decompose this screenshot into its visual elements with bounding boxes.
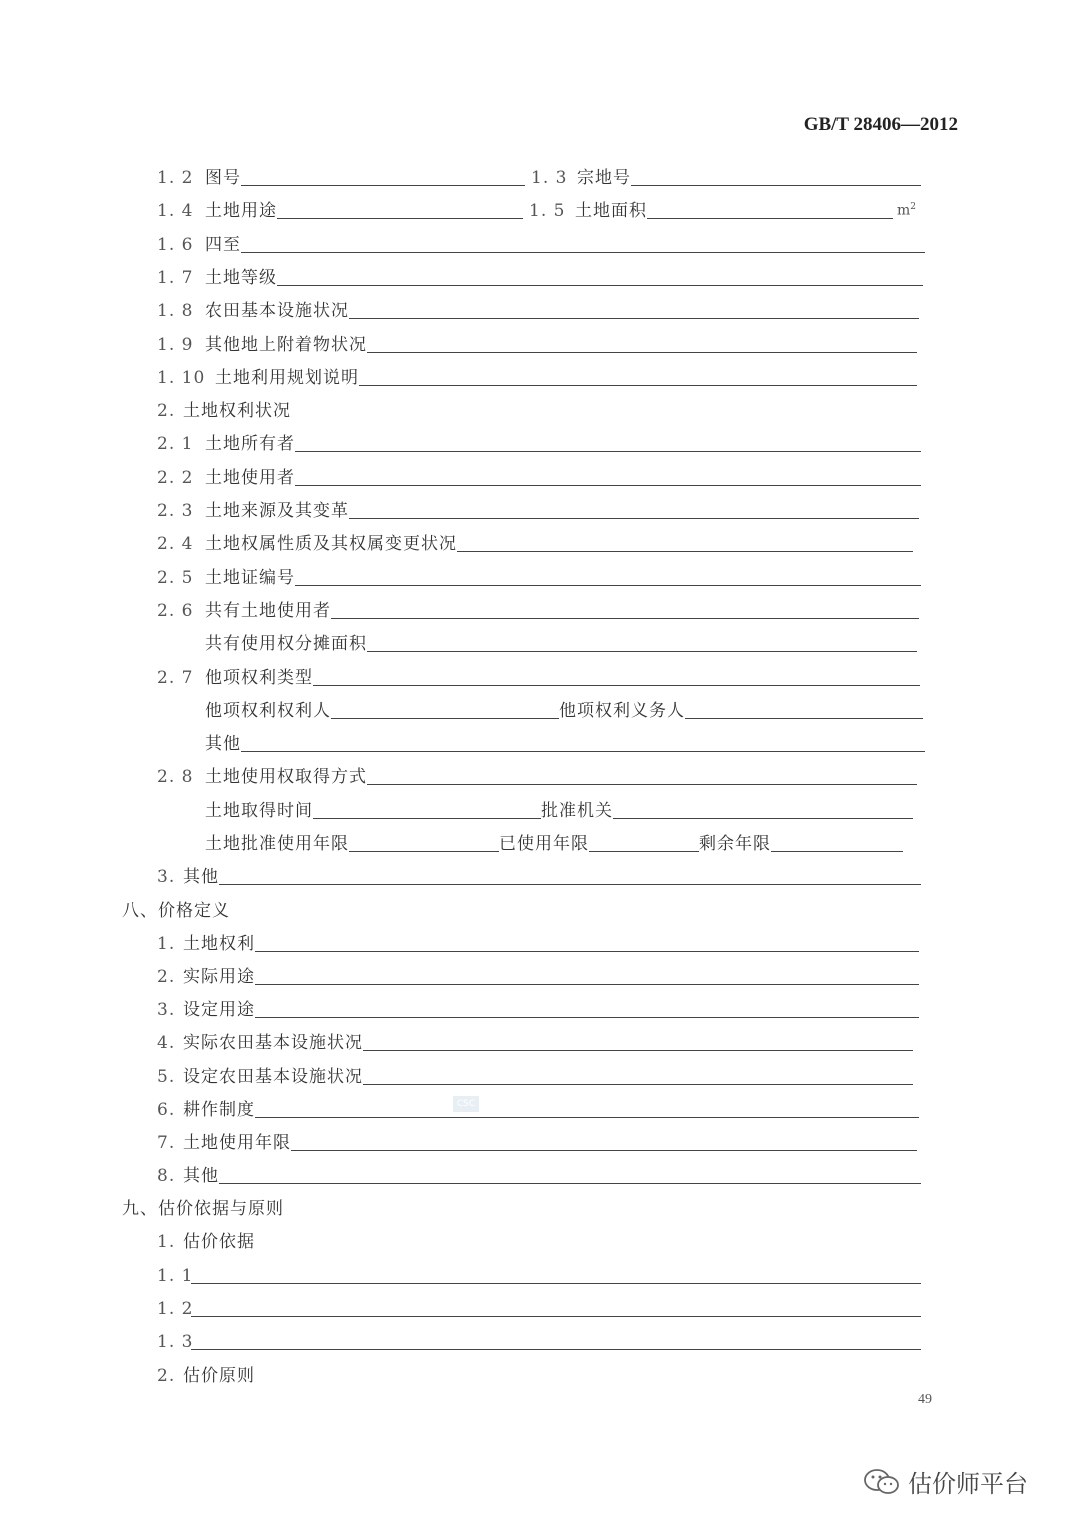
field-label: 其他 bbox=[205, 734, 241, 754]
item-number: 1. 8 bbox=[157, 301, 194, 321]
blank-line[interactable] bbox=[255, 964, 919, 985]
item-number: 1. bbox=[157, 934, 176, 954]
item-number: 2. bbox=[157, 401, 176, 421]
field-row-2-6b bbox=[205, 624, 917, 654]
item-number: 1. 4 bbox=[157, 201, 194, 221]
brand-name: 估价师平台 bbox=[908, 1470, 1028, 1498]
item-number: 1. 1 bbox=[157, 1266, 194, 1286]
field-label: 四至 bbox=[205, 235, 241, 255]
field-label: 土地利用规划说明 bbox=[215, 368, 359, 388]
blank-line[interactable] bbox=[589, 831, 699, 852]
section-9-heading bbox=[122, 1189, 284, 1219]
field-row-1-8 bbox=[157, 291, 919, 321]
item-number: 4. bbox=[157, 1033, 176, 1053]
field-label: 设定用途 bbox=[183, 1000, 255, 1020]
field-label: 实际用途 bbox=[183, 967, 255, 987]
field-row-s9-1-1 bbox=[157, 1256, 921, 1286]
item-number: 2. bbox=[157, 1366, 176, 1386]
item-number: 3. bbox=[157, 867, 176, 887]
blank-line[interactable] bbox=[313, 665, 920, 686]
blank-line[interactable] bbox=[191, 1263, 921, 1284]
blank-line[interactable] bbox=[295, 465, 921, 486]
field-label: 实际农田基本设施状况 bbox=[183, 1033, 363, 1053]
field-row-2-3 bbox=[157, 491, 919, 521]
item-number: 1. 6 bbox=[157, 235, 194, 255]
field-label: 土地取得时间 bbox=[205, 801, 313, 821]
watermark-mark: CSC bbox=[453, 1096, 479, 1112]
field-row-1-4 bbox=[157, 191, 916, 221]
field-label: 土地来源及其变革 bbox=[205, 501, 349, 521]
item-number: 1. 3 bbox=[157, 1332, 194, 1352]
field-label: 土地所有者 bbox=[205, 434, 295, 454]
field-row-s9-1-3 bbox=[157, 1322, 921, 1352]
item-number: 2. 4 bbox=[157, 534, 194, 554]
field-row-2-8c bbox=[205, 824, 903, 854]
field-row-1-7 bbox=[157, 258, 923, 288]
field-label: 他项权利类型 bbox=[205, 668, 313, 688]
field-row-s8-2 bbox=[157, 957, 919, 987]
item-number: 5. bbox=[157, 1067, 176, 1087]
blank-line[interactable] bbox=[457, 531, 913, 552]
field-label: 土地权属性质及其权属变更状况 bbox=[205, 534, 457, 554]
section-title: 九、估价依据与原则 bbox=[122, 1199, 284, 1219]
blank-line[interactable] bbox=[219, 864, 921, 885]
field-row-s8-1 bbox=[157, 924, 919, 954]
field-row-s9-1-2 bbox=[157, 1289, 921, 1319]
field-label: 图号 bbox=[205, 168, 241, 188]
item-number: 1. 2 bbox=[157, 1299, 194, 1319]
field-row-2-7 bbox=[157, 658, 920, 688]
field-row-1-6 bbox=[157, 225, 925, 255]
wechat-icon bbox=[862, 1467, 902, 1497]
item-number: 1. 5 bbox=[529, 201, 566, 221]
blank-line[interactable] bbox=[331, 598, 919, 619]
field-row-3 bbox=[157, 857, 921, 887]
item-number: 1. 3 bbox=[531, 168, 568, 188]
item-number: 2. 2 bbox=[157, 468, 194, 488]
item-number: 1. bbox=[157, 1232, 176, 1252]
blank-line[interactable] bbox=[277, 198, 523, 219]
blank-line[interactable] bbox=[367, 332, 917, 353]
blank-line[interactable] bbox=[219, 1163, 921, 1184]
field-row-2-1 bbox=[157, 424, 921, 454]
field-label: 已使用年限 bbox=[499, 834, 589, 854]
field-label: 宗地号 bbox=[577, 168, 631, 188]
blank-line[interactable] bbox=[241, 165, 525, 186]
field-row-2-6 bbox=[157, 591, 919, 621]
item-number: 7. bbox=[157, 1133, 176, 1153]
blank-line[interactable] bbox=[241, 731, 925, 752]
blank-line[interactable] bbox=[349, 498, 919, 519]
item-number: 2. 5 bbox=[157, 568, 194, 588]
blank-line[interactable] bbox=[631, 165, 921, 186]
field-label: 剩余年限 bbox=[699, 834, 771, 854]
field-row-s8-5 bbox=[157, 1057, 913, 1087]
field-row-2-8 bbox=[157, 757, 917, 787]
area-unit: $m^2$ bbox=[897, 202, 917, 219]
blank-line[interactable] bbox=[191, 1296, 921, 1317]
field-label: 土地等级 bbox=[205, 268, 277, 288]
item-number: 1. 9 bbox=[157, 335, 194, 355]
field-label: 共有土地使用者 bbox=[205, 601, 331, 621]
field-row-2-8b bbox=[205, 791, 913, 821]
blank-line[interactable] bbox=[255, 1097, 919, 1118]
field-label: 他项权利权利人 bbox=[205, 701, 331, 721]
section-title: 八、价格定义 bbox=[122, 901, 230, 921]
item-number: 6. bbox=[157, 1100, 176, 1120]
field-row-s8-8 bbox=[157, 1156, 921, 1186]
blank-line[interactable] bbox=[255, 997, 919, 1018]
blank-line[interactable] bbox=[241, 232, 925, 253]
field-row-s9-2 bbox=[157, 1356, 255, 1386]
field-label: 土地使用者 bbox=[205, 468, 295, 488]
blank-line[interactable] bbox=[359, 365, 917, 386]
field-row-2-7c bbox=[205, 724, 925, 754]
blank-line[interactable] bbox=[685, 698, 923, 719]
blank-line[interactable] bbox=[277, 265, 923, 286]
field-row-2-7b bbox=[205, 691, 923, 721]
field-label: 土地权利 bbox=[183, 934, 255, 954]
field-label: 土地面积 bbox=[575, 201, 647, 221]
blank-line[interactable] bbox=[291, 1130, 917, 1151]
item-number: 3. bbox=[157, 1000, 176, 1020]
field-label: 其他 bbox=[183, 1166, 219, 1186]
field-row-s8-7 bbox=[157, 1123, 917, 1153]
item-number: 2. 7 bbox=[157, 668, 194, 688]
blank-line[interactable] bbox=[771, 831, 903, 852]
field-label: 设定农田基本设施状况 bbox=[183, 1067, 363, 1087]
blank-line[interactable] bbox=[367, 631, 917, 652]
blank-line[interactable] bbox=[295, 431, 921, 452]
field-row-s8-3 bbox=[157, 990, 919, 1020]
item-number: 2. bbox=[157, 967, 176, 987]
blank-line[interactable] bbox=[191, 1329, 921, 1350]
blank-line[interactable] bbox=[363, 1064, 913, 1085]
item-number: 8. bbox=[157, 1166, 176, 1186]
blank-line[interactable] bbox=[349, 831, 499, 852]
blank-line[interactable] bbox=[255, 931, 919, 952]
section-2-heading bbox=[157, 391, 291, 421]
field-label: 土地用途 bbox=[205, 201, 277, 221]
field-row-2-5 bbox=[157, 558, 921, 588]
field-label: 估价依据 bbox=[183, 1232, 255, 1252]
item-number: 1. 2 bbox=[157, 168, 194, 188]
field-row-1-9 bbox=[157, 325, 917, 355]
field-row-2-4 bbox=[157, 524, 913, 554]
brand-footer[interactable] bbox=[862, 1464, 1028, 1499]
field-label: 土地批准使用年限 bbox=[205, 834, 349, 854]
section-8-heading bbox=[122, 891, 230, 921]
field-label: 耕作制度 bbox=[183, 1100, 255, 1120]
item-number: 1. 7 bbox=[157, 268, 194, 288]
field-row-s8-4 bbox=[157, 1023, 913, 1053]
page-number: 49 bbox=[918, 1392, 932, 1407]
section-label: 土地权利状况 bbox=[183, 401, 291, 421]
document-code: GB/T 28406—2012 bbox=[803, 114, 958, 135]
field-label: 共有使用权分摊面积 bbox=[205, 634, 367, 654]
item-number: 2. 1 bbox=[157, 434, 194, 454]
field-row-1-10 bbox=[157, 358, 917, 388]
blank-line[interactable] bbox=[331, 698, 559, 719]
field-label: 土地证编号 bbox=[205, 568, 295, 588]
blank-line[interactable] bbox=[363, 1030, 913, 1051]
item-number: 1. 10 bbox=[157, 368, 206, 388]
field-label: 农田基本设施状况 bbox=[205, 301, 349, 321]
field-label: 他项权利义务人 bbox=[559, 701, 685, 721]
field-label: 批准机关 bbox=[541, 801, 613, 821]
field-label: 估价原则 bbox=[183, 1366, 255, 1386]
blank-line[interactable] bbox=[349, 298, 919, 319]
field-label: 土地使用年限 bbox=[183, 1133, 291, 1153]
item-number: 2. 3 bbox=[157, 501, 194, 521]
blank-line[interactable] bbox=[367, 764, 917, 785]
item-number: 2. 6 bbox=[157, 601, 194, 621]
blank-line[interactable] bbox=[295, 565, 921, 586]
blank-line[interactable] bbox=[613, 798, 913, 819]
blank-line[interactable] bbox=[647, 198, 893, 219]
field-label: 土地使用权取得方式 bbox=[205, 767, 367, 787]
field-row-s9-1 bbox=[157, 1222, 255, 1252]
field-row-s8-6 bbox=[157, 1090, 919, 1120]
field-label: 其他地上附着物状况 bbox=[205, 335, 367, 355]
field-row-1-2 bbox=[157, 158, 921, 188]
field-label: 其他 bbox=[183, 867, 219, 887]
blank-line[interactable] bbox=[313, 798, 541, 819]
field-row-2-2 bbox=[157, 458, 921, 488]
item-number: 2. 8 bbox=[157, 767, 194, 787]
